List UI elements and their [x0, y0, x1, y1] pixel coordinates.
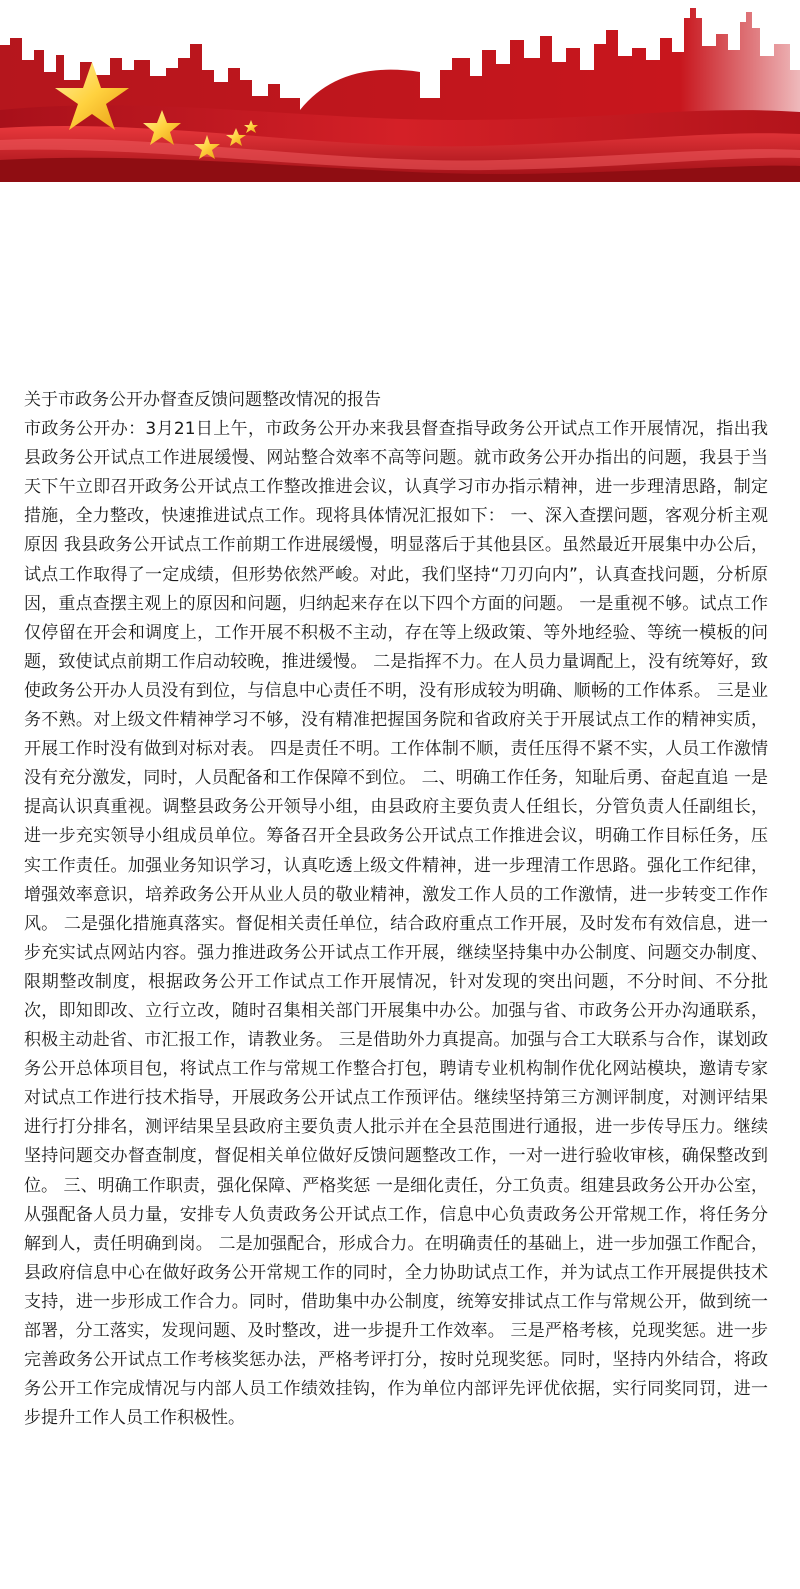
red-flag-city-skyline-banner-icon: [0, 0, 800, 200]
report-title: 关于市政务公开办督查反馈问题整改情况的报告: [24, 390, 381, 410]
red-banner-header: [0, 0, 800, 200]
report-document: [24, 386, 768, 1433]
report-body: 市政务公开办：3月21日上午，市政务公开办来我县督查指导政务公开试点工作开展情况，指出我县政务公开试点工作进展缓慢、网站整合效率不高等问题。就市政务公开办指出的问题，我县于当天下午立即召开政务公开试点工作整改推进会议，认真学习市办指示精神，进一步理清思路，制定措施，全力整改，快速推进试点工作。现将具体情况汇报如下： 一、深入查摆问题，客观分析主观原因 我县政务公开试点工作前期工作进展缓慢，明显落后于其他县区。虽然最近开展集中办公后，试点工作取得了一定成绩，但形势依然严峻。对此，我们坚持“刀刃向内”，认真查找问题，分析原因，重点查摆主观上的原因和问题，归纳起来存在以下四个方面的问题。 一是重视不够。试点工作仅停留在开会和调度上，工作开展不积极不主动，存在等上级政策、等外地经验、等统一模板的问题，致使试点前期工作启动较晚，推进缓慢。 二是指挥不力。在人员力量调配上，没有统筹好，致使政务公开办人员没有到位，与信息中心责任不明，没有形成较为明确、顺畅的工作体系。 三是业务不熟。对上级文件精神学习不够，没有精准把握国务院和省政府关于开展试点工作的精神实质，开展工作时没有做到对标对表。 四是责任不明。工作体制不顺，责任压得不紧不实，人员工作激情没有充分激发，同时，人员配备和工作保障不到位。 二、明确工作任务，知耻后勇、奋起直追 一是提高认识真重视。调整县政务公开领导小组，由县政府主要负责人任组长，分管负责人任副组长，进一步充实领导小组成员单位。筹备召开全县政务公开试点工作推进会议，明确工作目标任务，压实工作责任。加强业务知识学习，认真吃透上级文件精神，进一步理清工作思路。强化工作纪律，增强效率意识，培养政务公开从业人员的敬业精神，激发工作人员的工作激情，进一步转变工作作风。 二是强化措施真落实。督促相关责任单位，结合政府重点工作开展，及时发布有效信息，进一步充实试点网站内容。强力推进政务公开试点工作开展，继续坚持集中办公制度、问题交办制度、限期整改制度，根据政务公开工作试点工作开展情况，针对发现的突出问题，不分时间、不分批次，即知即改、立行立改，随时召集相关部门开展集中办公。加强与省、市政务公开办沟通联系，积极主动赴省、市汇报工作，请教业务。 三是借助外力真提高。加强与合工大联系与合作，谋划政务公开总体项目包，将试点工作与常规工作整合打包，聘请专业机构制作优化网站模块，邀请专家对试点工作进行技术指导，开展政务公开试点工作预评估。继续坚持第三方测评制度，对测评结果进行打分排名，测评结果呈县政府主要负责人批示并在全县范围进行通报，进一步传导压力。继续坚持问题交办督查制度，督促相关单位做好反馈问题整改工作，一对一进行验收审核，确保整改到位。 三、明确工作职责，强化保障、严格奖惩 一是细化责任，分工负责。组建县政务公开办公室，从强配备人员力量，安排专人负责政务公开试点工作，信息中心负责政务公开常规工作，将任务分解到人，责任明确到岗。 二是加强配合，形成合力。在明确责任的基础上，进一步加强工作配合，县政府信息中心在做好政务公开常规工作的同时，全力协助试点工作，并为试点工作开展提供技术支持，进一步形成工作合力。同时，借助集中办公制度，统筹安排试点工作与常规公开，做到统一部署，分工落实，发现问题、及时整改，进一步提升工作效率。 三是严格考核，兑现奖惩。进一步完善政务公开试点工作考核奖惩办法，严格考评打分，按时兑现奖惩。同时，坚持内外结合，将政务公开工作完成情况与内部人员工作绩效挂钩，作为单位内部评先评优依据，实行同奖同罚，进一步提升工作人员工作积极性。: [24, 419, 768, 1429]
